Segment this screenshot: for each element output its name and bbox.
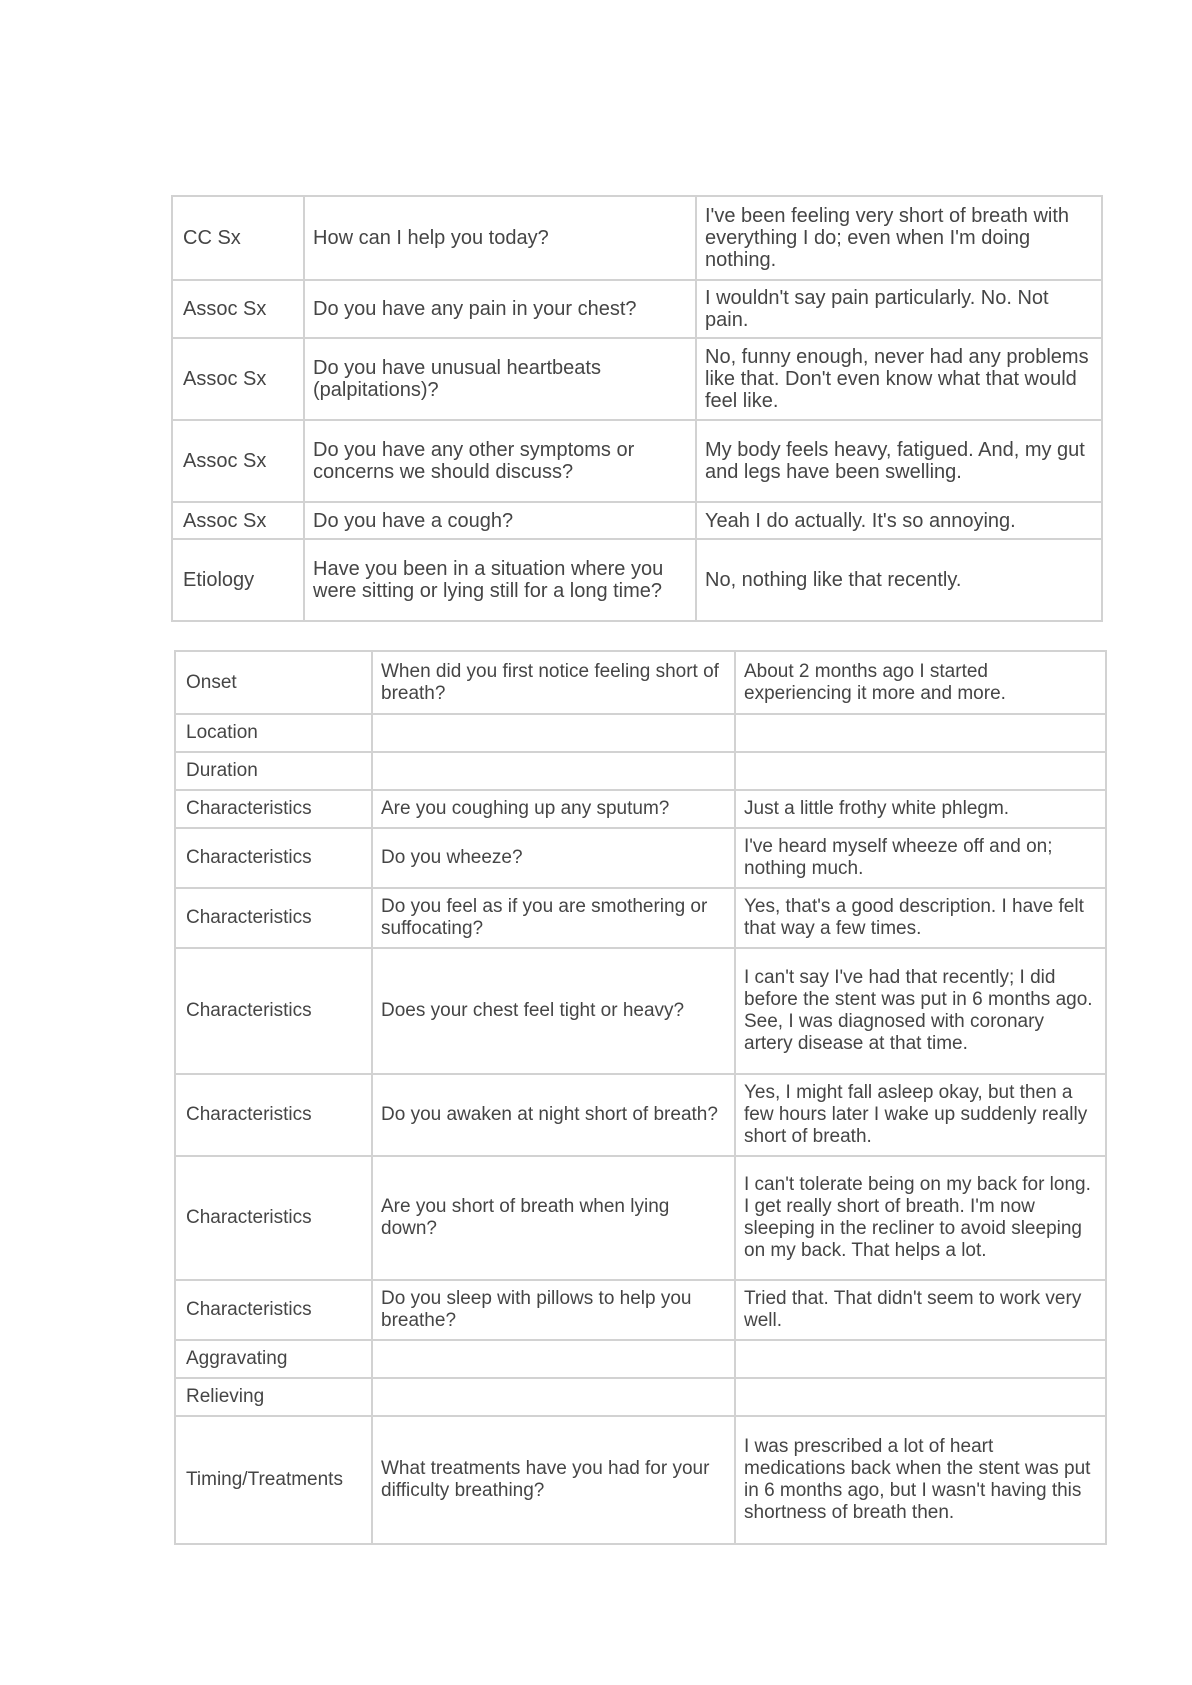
table-row	[175, 1378, 1106, 1416]
question-cell: Do you have any pain in your chest?	[304, 280, 696, 338]
table-row	[175, 888, 1106, 948]
symptom-interview-table	[171, 195, 1103, 622]
row-label: Onset	[175, 651, 372, 714]
row-label: Relieving	[175, 1378, 372, 1416]
answer-cell: I've been feeling very short of breath with everything I do; even when I'm doing nothing.	[696, 196, 1102, 280]
table-row	[175, 714, 1106, 752]
table-row	[175, 1156, 1106, 1280]
row-label: Assoc Sx	[172, 502, 304, 539]
table-row	[172, 338, 1102, 420]
answer-cell: Yeah I do actually. It's so annoying.	[696, 502, 1102, 539]
table-row	[175, 752, 1106, 790]
row-label: Duration	[175, 752, 372, 790]
row-label: Characteristics	[175, 1074, 372, 1156]
row-label: Location	[175, 714, 372, 752]
answer-cell: Yes, I might fall asleep okay, but then a few hours later I wake up suddenly really short of breath.	[735, 1074, 1106, 1156]
answer-cell: No, nothing like that recently.	[696, 539, 1102, 621]
question-cell: Do you have unusual heartbeats (palpitations)?	[304, 338, 696, 420]
row-label: Etiology	[172, 539, 304, 621]
table-row	[175, 1074, 1106, 1156]
answer-cell: Tried that. That didn't seem to work very well.	[735, 1280, 1106, 1340]
answer-cell: About 2 months ago I started experiencing it more and more.	[735, 651, 1106, 714]
question-cell: When did you first notice feeling short of breath?	[372, 651, 735, 714]
history-of-present-illness-table	[174, 650, 1107, 1545]
question-cell: Are you coughing up any sputum?	[372, 790, 735, 828]
row-label: Assoc Sx	[172, 338, 304, 420]
answer-cell: I can't tolerate being on my back for long. I get really short of breath. I'm now sleeping in the recliner to avoid sleeping on my back. That helps a lot.	[735, 1156, 1106, 1280]
answer-cell: Just a little frothy white phlegm.	[735, 790, 1106, 828]
answer-cell: No, funny enough, never had any problems like that. Don't even know what that would feel like.	[696, 338, 1102, 420]
table-row	[175, 1340, 1106, 1378]
row-label: Assoc Sx	[172, 420, 304, 502]
row-label: Characteristics	[175, 1280, 372, 1340]
table-row	[175, 651, 1106, 714]
table-row	[175, 828, 1106, 888]
answer-cell: I was prescribed a lot of heart medications back when the stent was put in 6 months ago, but I wasn't having this shortness of breath then.	[735, 1416, 1106, 1544]
answer-cell	[735, 1378, 1106, 1416]
question-cell	[372, 714, 735, 752]
question-cell: What treatments have you had for your difficulty breathing?	[372, 1416, 735, 1544]
table-row	[172, 420, 1102, 502]
answer-cell	[735, 1340, 1106, 1378]
answer-cell: I've heard myself wheeze off and on; nothing much.	[735, 828, 1106, 888]
row-label: Characteristics	[175, 1156, 372, 1280]
question-cell: Have you been in a situation where you were sitting or lying still for a long time?	[304, 539, 696, 621]
answer-cell	[735, 714, 1106, 752]
question-cell	[372, 1340, 735, 1378]
table-row	[172, 539, 1102, 621]
table-row	[175, 790, 1106, 828]
row-label: CC Sx	[172, 196, 304, 280]
row-label: Characteristics	[175, 888, 372, 948]
row-label: Characteristics	[175, 948, 372, 1074]
table-row	[172, 280, 1102, 338]
question-cell: How can I help you today?	[304, 196, 696, 280]
row-label: Characteristics	[175, 828, 372, 888]
table-row	[172, 502, 1102, 539]
question-cell: Do you have any other symptoms or concerns we should discuss?	[304, 420, 696, 502]
row-label: Characteristics	[175, 790, 372, 828]
answer-cell: I wouldn't say pain particularly. No. Not pain.	[696, 280, 1102, 338]
question-cell: Do you feel as if you are smothering or suffocating?	[372, 888, 735, 948]
question-cell: Are you short of breath when lying down?	[372, 1156, 735, 1280]
row-label: Aggravating	[175, 1340, 372, 1378]
question-cell: Do you wheeze?	[372, 828, 735, 888]
table-row	[175, 1416, 1106, 1544]
question-cell: Do you awaken at night short of breath?	[372, 1074, 735, 1156]
answer-cell	[735, 752, 1106, 790]
answer-cell: I can't say I've had that recently; I did before the stent was put in 6 months ago. See, I was diagnosed with coronary artery disease at that time.	[735, 948, 1106, 1074]
table-row	[172, 196, 1102, 280]
answer-cell: My body feels heavy, fatigued. And, my gut and legs have been swelling.	[696, 420, 1102, 502]
question-cell: Do you have a cough?	[304, 502, 696, 539]
question-cell	[372, 752, 735, 790]
answer-cell: Yes, that's a good description. I have felt that way a few times.	[735, 888, 1106, 948]
table-row	[175, 948, 1106, 1074]
question-cell: Does your chest feel tight or heavy?	[372, 948, 735, 1074]
table-row	[175, 1280, 1106, 1340]
question-cell	[372, 1378, 735, 1416]
row-label: Assoc Sx	[172, 280, 304, 338]
question-cell: Do you sleep with pillows to help you breathe?	[372, 1280, 735, 1340]
row-label: Timing/Treatments	[175, 1416, 372, 1544]
